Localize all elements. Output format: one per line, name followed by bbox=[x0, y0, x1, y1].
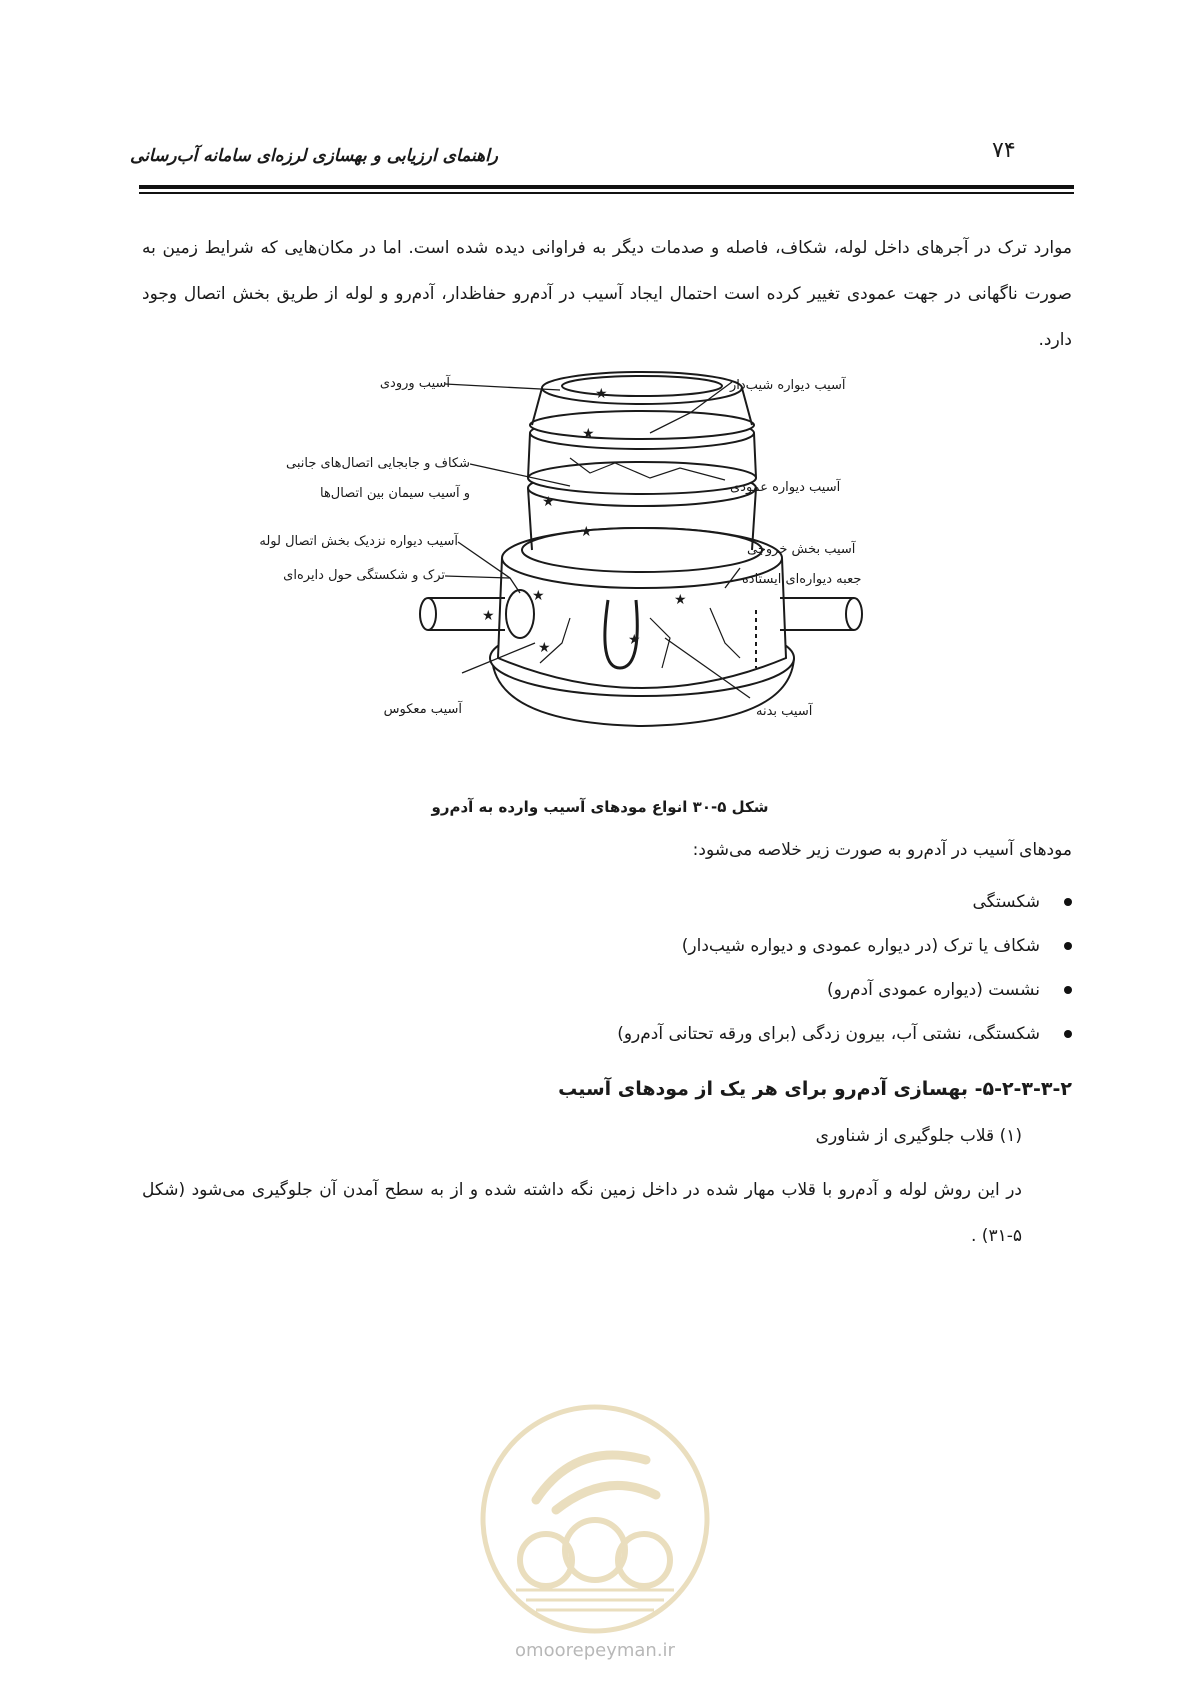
watermark-logo bbox=[476, 1400, 714, 1638]
svg-text:★: ★ bbox=[674, 592, 687, 608]
bullet-icon bbox=[1064, 1030, 1072, 1038]
bullet-icon bbox=[1064, 898, 1072, 906]
sub-item-heading: (۱) قلاب جلوگیری از شناوری bbox=[815, 1126, 1022, 1146]
figure-label-side-joint-1: شکاف و جابجایی اتصال‌های جانبی bbox=[285, 456, 470, 471]
list-item: شکستگی bbox=[617, 880, 1072, 924]
running-title: راهنمای ارزیابی و بهسازی لرزه‌ای سامانه آب‌رسانی bbox=[130, 146, 498, 166]
body-paragraph-2: در این روش لوله و آدم‌رو با قلاب مهار شده در داخل زمین نگه داشته شده و از به سطح آمدن آن جلوگیری می‌شود (شکل ۵-۳۱) . bbox=[142, 1180, 1022, 1246]
svg-text:★: ★ bbox=[628, 632, 641, 648]
watermark-url: omoorepeyman.ir bbox=[515, 1640, 675, 1661]
section-heading: ۵-۲-۳-۳-۲- بهسازی آدم‌رو برای هر یک از مودهای آسیب bbox=[558, 1078, 1072, 1100]
figure-caption: شکل ۵-۳۰ انواع مودهای آسیب وارده به آدم‌رو bbox=[431, 798, 769, 816]
page-number: ۷۴ bbox=[992, 138, 1016, 163]
svg-text:★: ★ bbox=[482, 608, 495, 624]
bullet-icon bbox=[1064, 986, 1072, 994]
figure-label-entrance: آسیب ورودی bbox=[379, 376, 450, 391]
figure-label-standing-wall-box: جعبه دیواره‌ای ایستاده bbox=[742, 572, 862, 587]
figure-label-sloped-wall: آسیب دیواره شیب‌دار bbox=[730, 378, 846, 393]
svg-text:★: ★ bbox=[538, 640, 551, 656]
figure-label-body: آسیب بدنه bbox=[756, 704, 813, 719]
list-item: نشست (دیواره عمودی آدم‌رو) bbox=[617, 968, 1072, 1012]
svg-text:★: ★ bbox=[580, 524, 593, 540]
body-paragraph: موارد ترک در آجرهای داخل لوله، شکاف، فاصله و صدمات دیگر به فراوانی دیده شده است. اما در مکان‌هایی که شرایط زمین به صورت ناگهانی در جهت عمودی تغییر کرده است احتمال ایجاد آسیب در آدم‌رو حفاظدار، آدم‌رو و لوله از طریق بخش اتصال وجود دارد. bbox=[142, 238, 1072, 350]
header-rule-thin bbox=[139, 192, 1074, 194]
manhole-damage-figure bbox=[259, 368, 910, 768]
figure-label-vertical-wall: آسیب دیواره عمودی bbox=[730, 480, 841, 495]
svg-text:★: ★ bbox=[595, 386, 608, 402]
svg-text:★: ★ bbox=[542, 494, 555, 510]
bullet-icon bbox=[1064, 942, 1072, 950]
figure-label-inverted: آسیب معکوس bbox=[383, 702, 462, 717]
header-rule bbox=[139, 185, 1074, 189]
svg-text:★: ★ bbox=[582, 426, 595, 442]
figure-label-near-pipe-joint: آسیب دیواره نزدیک بخش اتصال لوله bbox=[259, 534, 458, 549]
modes-intro: مودهای آسیب در آدم‌رو به صورت زیر خلاصه می‌شود: bbox=[692, 840, 1072, 860]
modes-list bbox=[617, 880, 1072, 1056]
figure-label-outlet: آسیب بخش خروجی bbox=[747, 542, 856, 557]
list-item: شکستگی، نشتی آب، بیرون زدگی (برای ورقه تحتانی آدم‌رو) bbox=[617, 1012, 1072, 1056]
figure-label-side-joint-2: و آسیب سیمان بین اتصال‌ها bbox=[319, 486, 470, 501]
figure-label-circular-crack: ترک و شکستگی حول دایره‌ای bbox=[283, 568, 445, 583]
svg-text:★: ★ bbox=[532, 588, 545, 604]
list-item: شکاف یا ترک (در دیواره عمودی و دیواره شیب‌دار) bbox=[617, 924, 1072, 968]
